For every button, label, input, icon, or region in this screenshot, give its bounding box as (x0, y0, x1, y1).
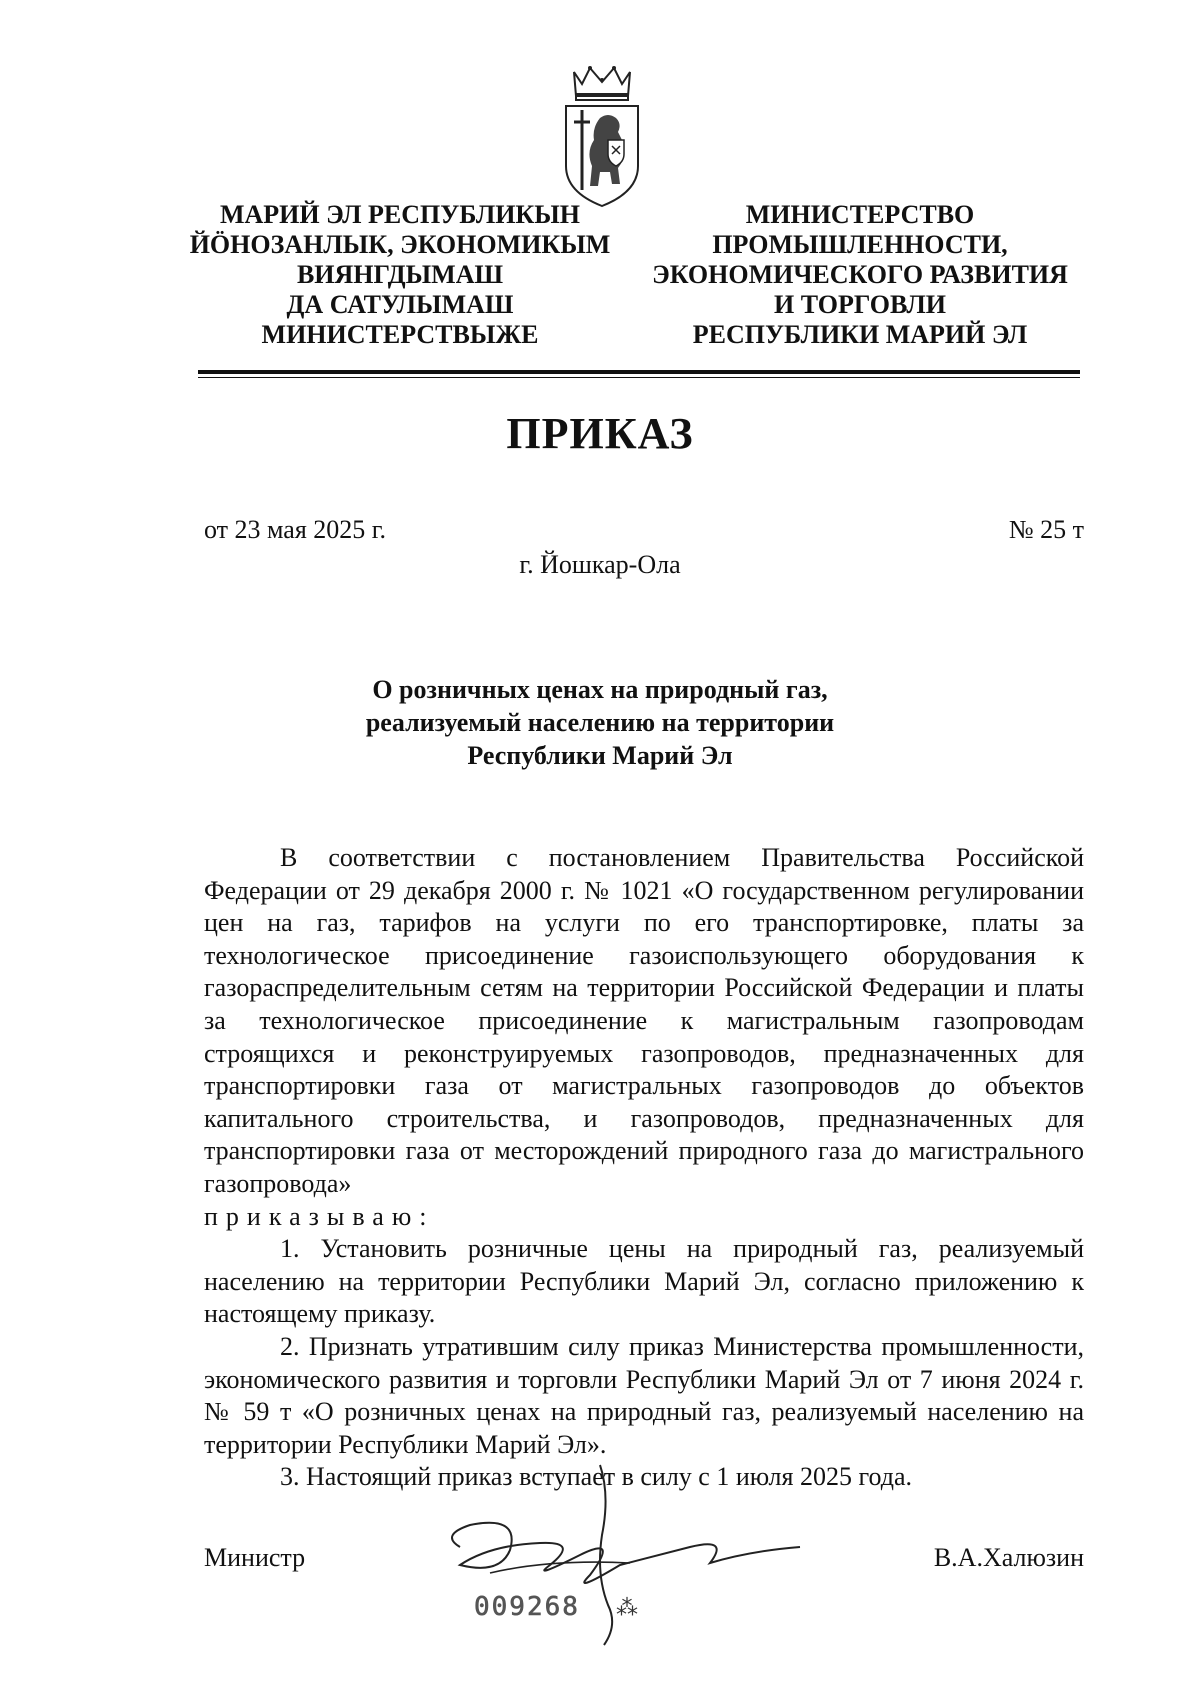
header-right-line: И ТОРГОВЛИ (774, 290, 946, 319)
document-city: г. Йошкар-Ола (519, 550, 681, 579)
handwritten-signature-icon (430, 1455, 870, 1655)
subject-line: Республики Марий Эл (467, 741, 733, 770)
header-right-line: РЕСПУБЛИКИ МАРИЙ ЭЛ (692, 320, 1028, 349)
document-date: от 23 мая 2025 г. (204, 515, 387, 544)
subject-line: реализуемый населению на территории (365, 708, 835, 737)
header-left-block (170, 200, 630, 350)
order-item-2: 2. Признать утратившим силу приказ Министерства промышленности, экономического развития и торговли Республики Марий Эл от 7 июня 2024 г. № 59 т «О розничных ценах на природный газ, реализуемый населению на территории Республики Марий Эл». (204, 1331, 1084, 1459)
header-left-line: МАРИЙ ЭЛ РЕСПУБЛИКЫН (219, 200, 581, 229)
signer-name: В.А.Халюзин (933, 1543, 1084, 1572)
order-item-3: 3. Настоящий приказ вступает в силу с 1 июля 2025 года. (280, 1462, 913, 1492)
stamp-number: 009268 (474, 1592, 580, 1622)
header-right-block (630, 200, 1090, 350)
prikazyvayu-word: приказываю: (204, 1201, 435, 1231)
document-title: ПРИКАЗ (506, 409, 694, 458)
header-left-line: ЙӦНОЗАНЛЫК, ЭКОНОМИКЫМ (189, 230, 611, 259)
header-left-line: ДА САТУЛЫМАШ (286, 290, 514, 319)
header-divider-thick (198, 370, 1080, 374)
document-body (204, 842, 1084, 1494)
svg-text:⁂: ⁂ (616, 1596, 638, 1621)
document-subject (0, 673, 1200, 772)
subject-line: О розничных ценах на природный газ, (372, 675, 828, 704)
header-right-line: МИНИСТЕРСТВО (745, 200, 975, 229)
signer-role: Министр (204, 1543, 306, 1572)
coat-of-arms-icon (560, 62, 644, 208)
document-number: № 25 т (1008, 515, 1084, 544)
header-right-line: ЭКОНОМИЧЕСКОГО РАЗВИТИЯ (652, 260, 1068, 289)
header-left-line: МИНИСТЕРСТВЫЖЕ (261, 320, 539, 349)
header-divider-thin (198, 377, 1080, 378)
header-right-line: ПРОМЫШЛЕННОСТИ, (712, 230, 1008, 259)
header-left-line: ВИЯНГДЫМАШ (296, 260, 504, 289)
preamble-paragraph: В соответствии с постановлением Правительства Российской Федерации от 29 декабря 2000 г. № 1021 «О государственном регулировании цен на газ, тарифов на услуги по его транспортировке, платы за технологическое присоединение газоиспользующего оборудования к газораспределительным сетям на территории Российской Федерации и платы за технологическое присоединение к магистральным газопроводам строящихся и реконструируемых газопроводов, предназначенных для транспортировки газа от магистральных газопроводов до объектов капитального строительства, и газопроводов, предназначенных для транспортировки газа от месторождений природного газа до магистрального газопровода» (204, 843, 1084, 1198)
order-item-1: 1. Установить розничные цены на природный газ, реализуемый населению на территории Республики Марий Эл, согласно приложению к настоящему приказу. (204, 1234, 1084, 1329)
